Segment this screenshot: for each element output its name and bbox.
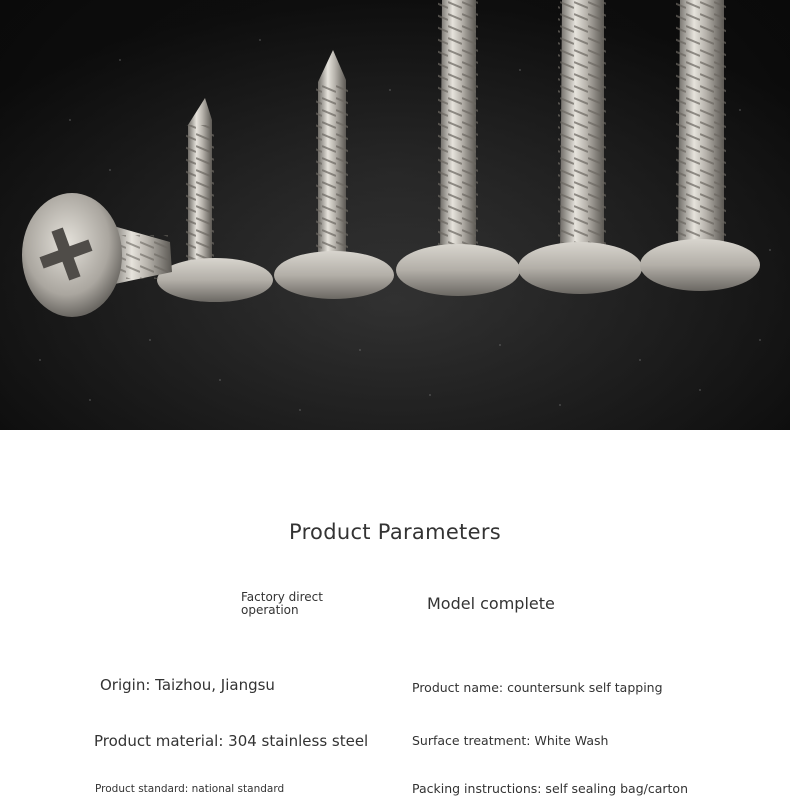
factory-direct-badge: Factory direct operation xyxy=(241,590,323,617)
param-standard: Product standard: national standard xyxy=(95,783,285,795)
param-origin: Origin: Taizhou, Jiangsu xyxy=(100,676,275,694)
section-title: Product Parameters xyxy=(288,520,501,544)
param-material: Product material: 304 stainless steel xyxy=(94,732,369,750)
model-complete-badge: Model complete xyxy=(427,594,555,613)
param-surface: Surface treatment: White Wash xyxy=(412,733,609,748)
param-packing: Packing instructions: self sealing bag/carton xyxy=(412,781,689,796)
param-product-name: Product name: countersunk self tapping xyxy=(412,680,663,695)
